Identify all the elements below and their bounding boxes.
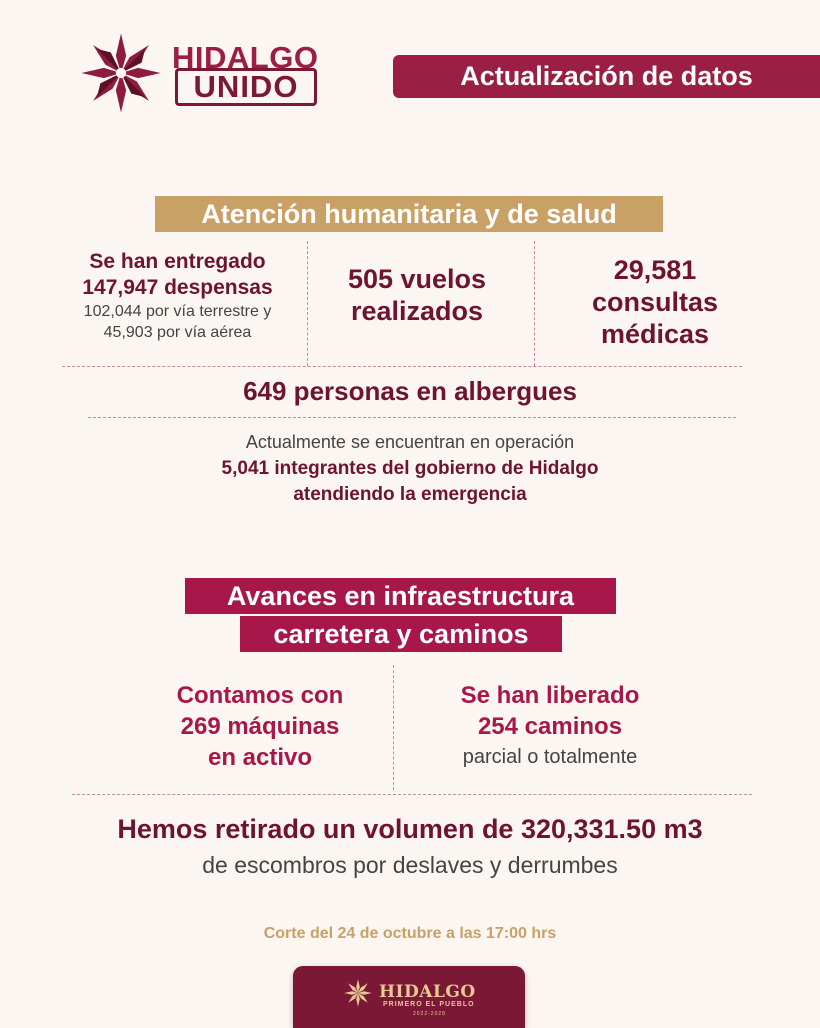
stat-consultas-line1: 29,581 [613, 255, 697, 285]
stat-despensas-line1: Se han entregado [89, 250, 266, 273]
stat-caminos [415, 680, 685, 742]
footer-logo-title: HIDALGO [379, 982, 476, 1002]
divider-vertical [307, 241, 308, 366]
stat-maquinas-line2: 269 máquinas [180, 713, 340, 740]
stat-vuelos [312, 263, 522, 327]
footer-star-icon [343, 978, 373, 1008]
logo-wordmark-top: HIDALGO [172, 40, 319, 75]
stat-volumen: Hemos retirado un volumen de 320,331.50 m3 [117, 814, 703, 844]
footer-logo-slogan: PRIMERO EL PUEBLO [383, 1001, 475, 1008]
stat-despensas-line2: 147,947 despensas [82, 276, 273, 299]
stat-consultas [540, 254, 770, 350]
operation-stat-line1: 5,041 integrantes del gobierno de Hidalgo [221, 458, 599, 479]
stat-albergues: 649 personas en albergues [243, 376, 577, 406]
divider-horizontal [88, 417, 736, 418]
operation-stat [0, 456, 820, 508]
divider-vertical [393, 665, 394, 790]
operation-intro: Actualmente se encuentran en operación [245, 432, 575, 452]
section-title-infrastructure-line1: Avances en infraestructura [185, 578, 616, 614]
footer-logo-years: 2022-2028 [413, 1011, 446, 1017]
stat-caminos-line1: Se han liberado [460, 682, 640, 709]
divider-horizontal [62, 366, 742, 367]
stat-vuelos-line2: realizados [350, 296, 484, 326]
stat-despensas-sub2: 45,903 por vía aérea [103, 324, 252, 341]
stat-volumen-detail: de escombros por deslaves y derrumbes [202, 852, 618, 878]
operation-stat-line2: atendiendo la emergencia [293, 484, 527, 505]
logo-wordmark-bottom: UNIDO [175, 68, 317, 106]
divider-vertical [534, 241, 535, 366]
footer-logo [293, 966, 525, 1028]
section-title-infrastructure-line2: carretera y caminos [240, 616, 562, 652]
stat-maquinas-line1: Contamos con [176, 682, 344, 709]
header-banner: Actualización de datos [393, 55, 820, 98]
stat-despensas-detail [50, 301, 305, 343]
stat-vuelos-line1: 505 vuelos [347, 264, 487, 294]
section-title-humanitarian: Atención humanitaria y de salud [155, 196, 663, 232]
divider-horizontal [72, 794, 752, 795]
stat-maquinas [130, 680, 390, 773]
stat-despensas [50, 249, 305, 301]
stat-caminos-line2: 254 caminos [477, 713, 623, 740]
stat-maquinas-line3: en activo [207, 744, 313, 771]
hidalgo-star-logo-icon [78, 30, 164, 116]
stat-consultas-line2: consultas [591, 287, 719, 317]
cutoff-note: Corte del 24 de octubre a las 17:00 hrs [263, 925, 557, 942]
stat-caminos-sub: parcial o totalmente [462, 746, 638, 768]
stat-consultas-line3: médicas [600, 319, 710, 349]
stat-despensas-sub1: 102,044 por vía terrestre y [83, 303, 272, 320]
